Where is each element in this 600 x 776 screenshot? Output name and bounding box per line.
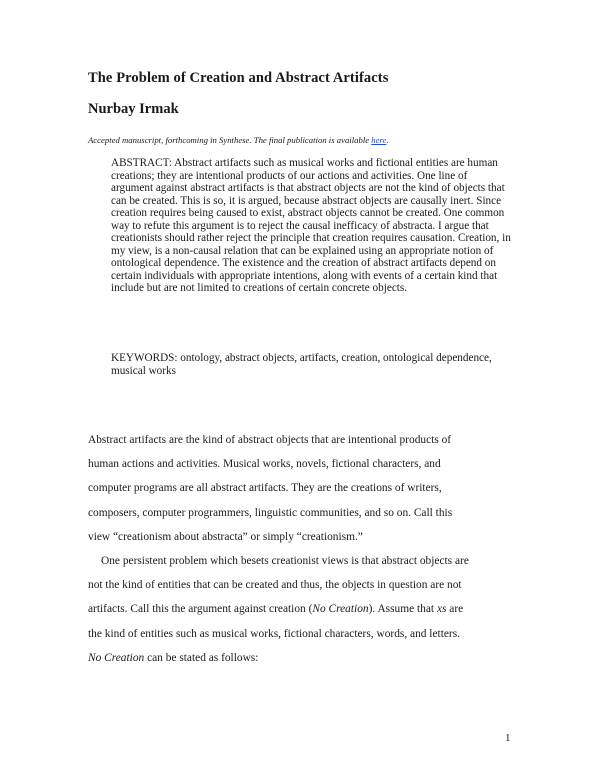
body-line: human actions and activities. Musical works, novels, fictional characters, and	[88, 458, 441, 471]
publication-link[interactable]: here	[371, 135, 387, 145]
abstract: ABSTRACT: Abstract artifacts such as musical works and fictional entities are human creations; they are intentional products of our actions and activities. One line of argument against abstract artifacts is that abstract objects are not the kind of objects that can be created. This is so, it is argued, because abstract objects are causally inert. Since creation requires being caused to exist, abstract objects cannot be created. One common way to refute this argument is to reject the causal inefficacy of abstracta. I argue that creationists should rather reject the principle that creation requires causation. Creation, in my view, is a non-causal relation that can be explained using an appropriate notion of ontological dependence. The existence and the creation of abstract artifacts depend on certain individuals with appropriate intentions, along with events of a certain kind that include but are not limited to creations of certain concrete objects.	[111, 157, 511, 294]
emphasis: No Creation	[312, 603, 369, 616]
body-line: not the kind of entities that can be created and thus, the objects in question are not	[88, 579, 462, 592]
emphasis: No Creation	[88, 651, 145, 664]
note-suffix: .	[386, 135, 389, 145]
note-prefix: Accepted manuscript, forthcoming in Synthese. The final publication is available	[88, 135, 372, 145]
emphasis: xs	[436, 603, 447, 616]
page-number: 1	[505, 732, 511, 744]
paper-title: The Problem of Creation and Abstract Artifacts	[88, 70, 389, 86]
body-line	[88, 602, 518, 626]
body-line: view “creationism about abstracta” or simply “creationism.”	[88, 530, 363, 543]
body-text-span: artifacts. Call this the argument against creation (	[88, 603, 313, 616]
body-line: Abstract artifacts are the kind of abstract objects that are intentional products of	[88, 434, 452, 446]
body-text-span: ). Assume that	[368, 603, 437, 616]
body-text	[88, 433, 518, 675]
body-line: composers, computer programmers, linguistic communities, and so on. Call this	[88, 506, 453, 519]
body-line	[88, 651, 518, 675]
keywords: KEYWORDS: ontology, abstract objects, artifacts, creation, ontological dependence, musical works	[111, 352, 492, 377]
body-line: the kind of entities such as musical works, fictional characters, words, and letters.	[88, 627, 460, 640]
publication-note	[88, 135, 389, 145]
paper-author: Nurbay Irmak	[88, 101, 179, 117]
body-line: computer programs are all abstract artifacts. They are the creations of writers,	[88, 482, 442, 495]
body-line: One persistent problem which besets creationist views is that abstract objects are	[101, 554, 469, 567]
body-text-span: can be stated as follows:	[144, 651, 259, 664]
body-text-span: are	[446, 603, 464, 616]
